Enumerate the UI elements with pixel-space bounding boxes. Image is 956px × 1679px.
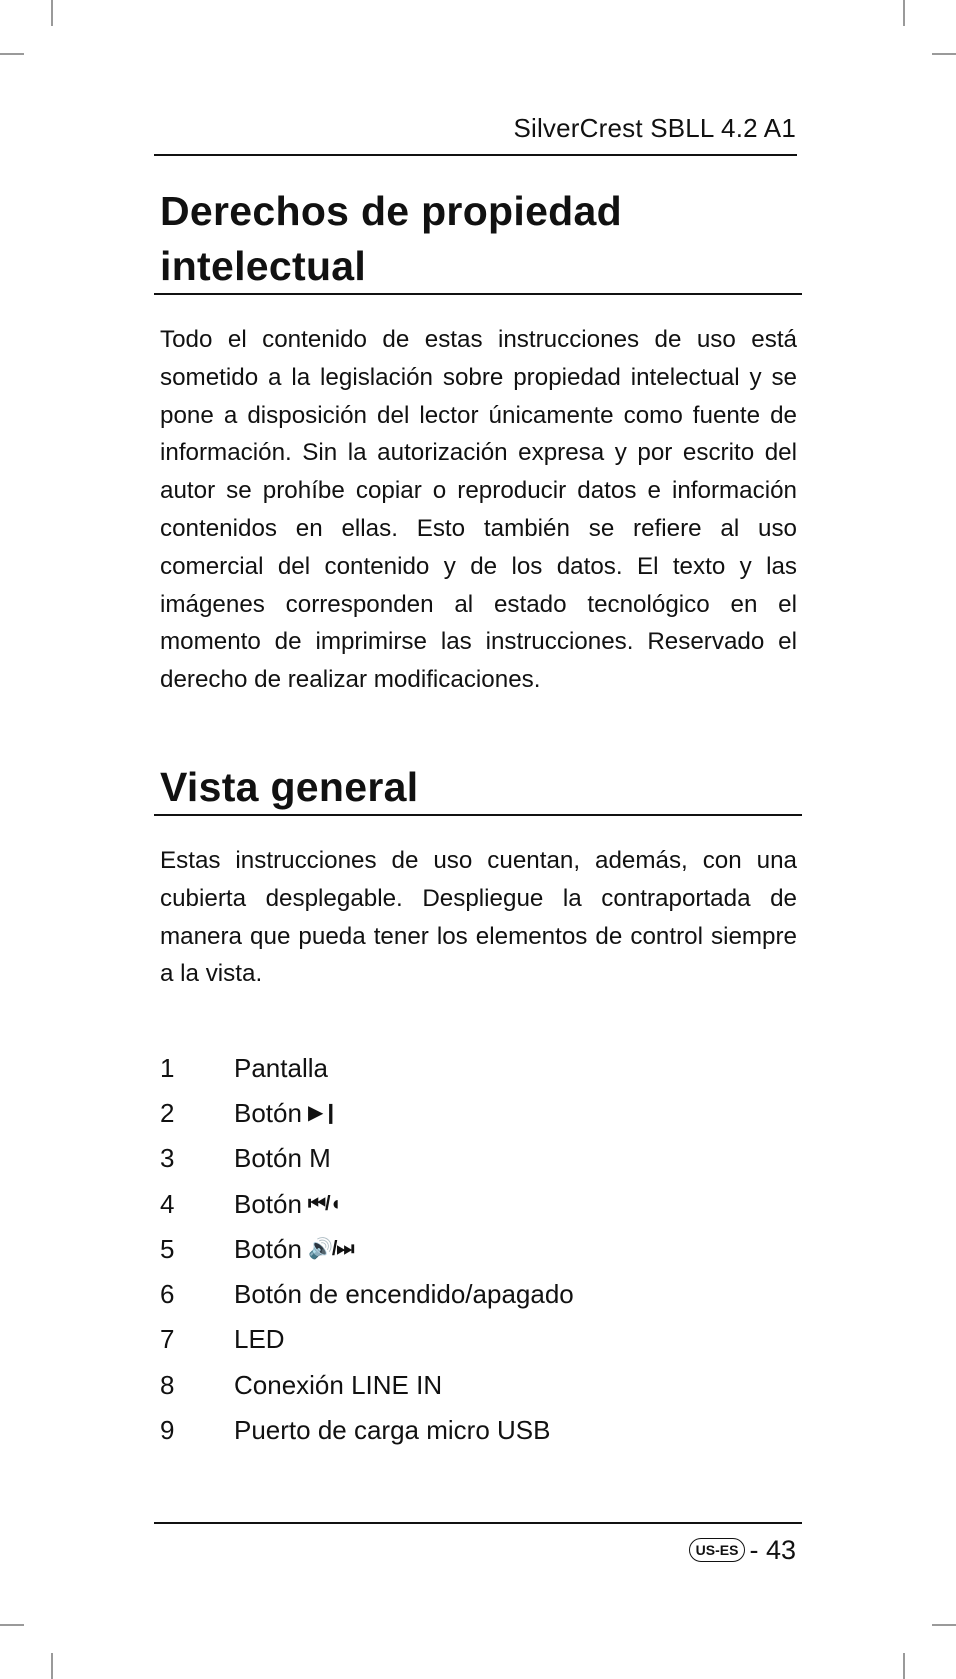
item-number: 1: [160, 1052, 175, 1083]
list-item: [160, 1136, 574, 1181]
crop-mark-bottom-right: [903, 1653, 905, 1679]
section-title-line-1: Derechos de propiedad: [160, 188, 622, 234]
item-number: 6: [160, 1279, 175, 1310]
list-item: [160, 1090, 574, 1135]
item-label: Botón: [234, 1188, 302, 1219]
item-number: 2: [160, 1097, 175, 1128]
header-rule: [154, 154, 797, 156]
item-number: 9: [160, 1415, 175, 1446]
copyright-paragraph: Todo el contenido de estas instrucciones de uso está sometido a la legislación sobre propiedad intelectual y se pone a disposición del lector únicamente como fuente de información. Sin la autorización expresa y por escrito del autor se prohíbe copiar o reproducir datos e información contenidos en ellas. Esto también se refiere al uso comercial del contenido y de los datos. El texto y las imágenes corresponden al estado tecnológico en el momento de imprimirse las instrucciones. Reservado el derecho de realizar modificaciones.: [160, 326, 797, 694]
language-badge: US-ES: [689, 1538, 746, 1562]
page-number: - 43: [749, 1534, 796, 1565]
previous-volume-down-icon: ⏮/◖: [307, 1192, 341, 1215]
section-title-overview: Vista general: [160, 764, 419, 810]
crop-mark-top-left: [51, 0, 53, 26]
list-item: [160, 1407, 574, 1452]
section-title-copyright: [160, 184, 622, 294]
page-footer: [600, 1530, 796, 1570]
item-label: Botón de encendido/apagado: [234, 1279, 574, 1310]
list-item: [160, 1317, 574, 1362]
play-pause-icon: ▶❙: [307, 1101, 339, 1124]
overview-paragraph: Estas instrucciones de uso cuentan, además, con una cubierta desplegable. Despliegue la contraportada de manera que pueda tener los elementos de control siempre a la vista.: [160, 847, 797, 988]
list-item: [160, 1181, 574, 1226]
item-label: LED: [234, 1324, 285, 1355]
footer-rule: [154, 1522, 802, 1524]
item-number: 8: [160, 1369, 175, 1400]
section-rule-overview: [154, 814, 802, 816]
item-label: Botón M: [234, 1143, 331, 1174]
section-rule-copyright: [154, 293, 802, 295]
crop-mark-top-right: [903, 0, 905, 26]
list-item: [160, 1045, 574, 1090]
item-label: Botón: [234, 1097, 302, 1128]
crop-mark-left-upper: [0, 53, 24, 55]
item-label: Botón: [234, 1233, 302, 1264]
item-label: Pantalla: [234, 1052, 328, 1083]
list-item: [160, 1362, 574, 1407]
crop-mark-right-upper: [932, 53, 956, 55]
running-header: SilverCrest SBLL 4.2 A1: [513, 113, 796, 143]
item-label: Conexión LINE IN: [234, 1369, 443, 1400]
crop-mark-left-lower: [0, 1624, 24, 1626]
crop-mark-right-lower: [932, 1624, 956, 1626]
crop-mark-bottom-left: [51, 1653, 53, 1679]
item-number: 5: [160, 1233, 175, 1264]
item-number: 7: [160, 1324, 175, 1355]
item-number: 4: [160, 1188, 175, 1219]
section-title-line-2: intelectual: [160, 243, 367, 289]
item-number: 3: [160, 1143, 175, 1174]
list-item: [160, 1271, 574, 1316]
list-item: [160, 1226, 574, 1271]
item-label: Puerto de carga micro USB: [234, 1415, 551, 1446]
controls-list: [160, 1045, 574, 1453]
volume-up-next-icon: 🔊/⏭: [307, 1237, 354, 1260]
